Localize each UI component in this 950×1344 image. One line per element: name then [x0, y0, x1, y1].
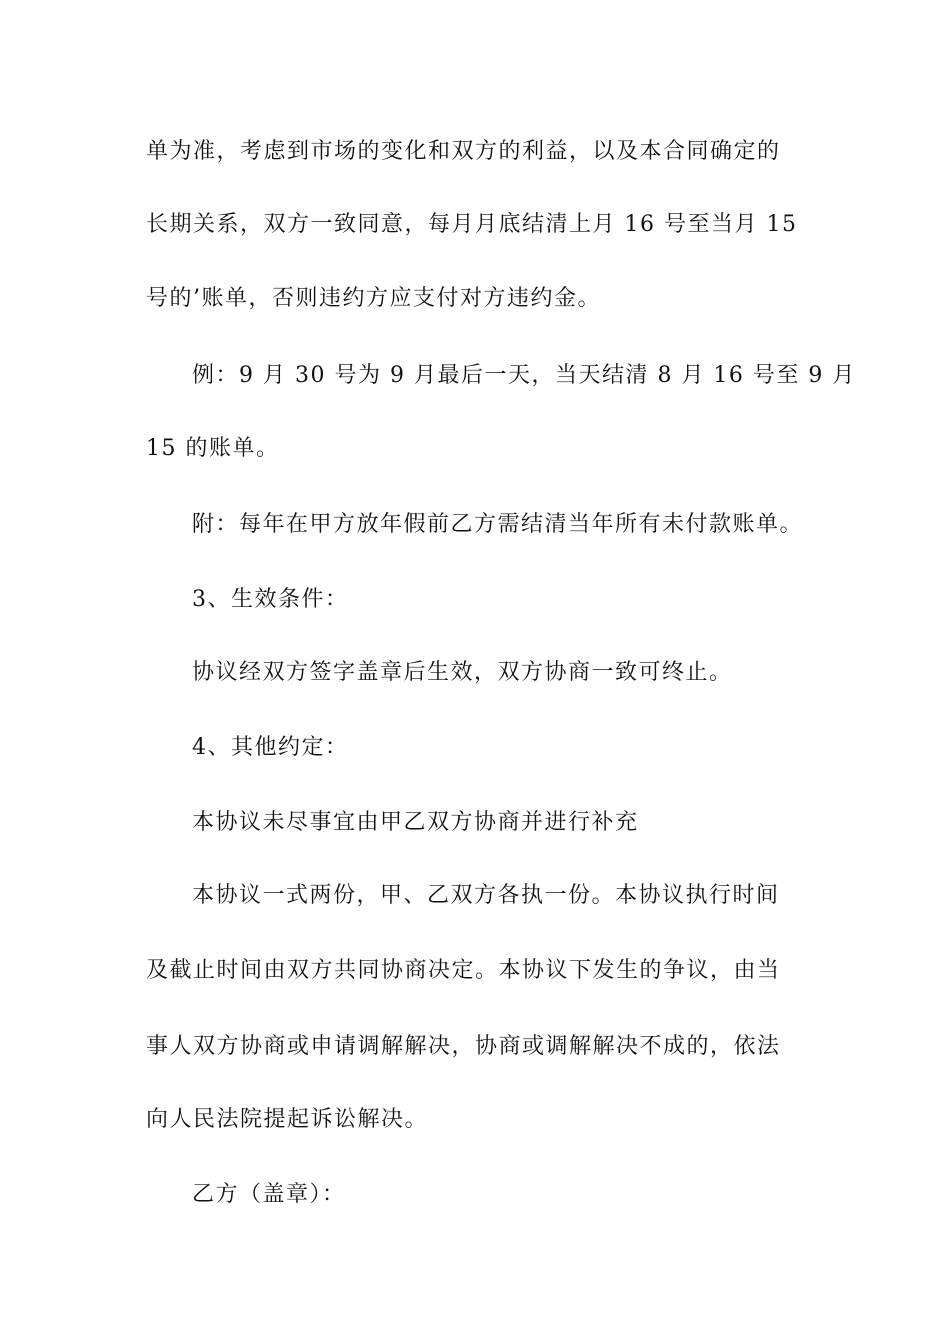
paragraph-line: 号的’账单，否则违约方应支付对方违约金。	[146, 286, 601, 311]
section-heading: 4、其他约定：	[192, 735, 349, 760]
paragraph-line: 本协议未尽事宜由甲乙双方协商并进行补充	[192, 810, 639, 835]
paragraph-line: 例：9 月 30 号为 9 月最后一天，当天结清 8 月 16 号至 9 月	[192, 363, 856, 388]
paragraph-line: 长期关系，双方一致同意，每月月底结清上月 16 号至当月 15	[146, 212, 798, 237]
paragraph-line: 事人双方协商或申请调解解决，协商或调解解决不成的，依法	[146, 1034, 781, 1059]
paragraph-line: 向人民法院提起诉讼解决。	[146, 1107, 429, 1132]
signature-label: 乙方（盖章）：	[192, 1182, 346, 1207]
paragraph-line: 附：每年在甲方放年假前乙方需结清当年所有未付款账单。	[192, 512, 804, 537]
paragraph-line: 本协议一式两份，甲、乙双方各执一份。本协议执行时间	[192, 883, 780, 908]
paragraph-line: 单为准，考虑到市场的变化和双方的利益，以及本合同确定的	[146, 139, 781, 164]
section-heading: 3、生效条件：	[192, 587, 349, 612]
paragraph-line: 15 的账单。	[146, 436, 280, 461]
paragraph-line: 及截止时间由双方共同协商决定。本协议下发生的争议，由当	[146, 958, 781, 983]
paragraph-line: 协议经双方签字盖章后生效，双方协商一致可终止。	[192, 660, 733, 685]
